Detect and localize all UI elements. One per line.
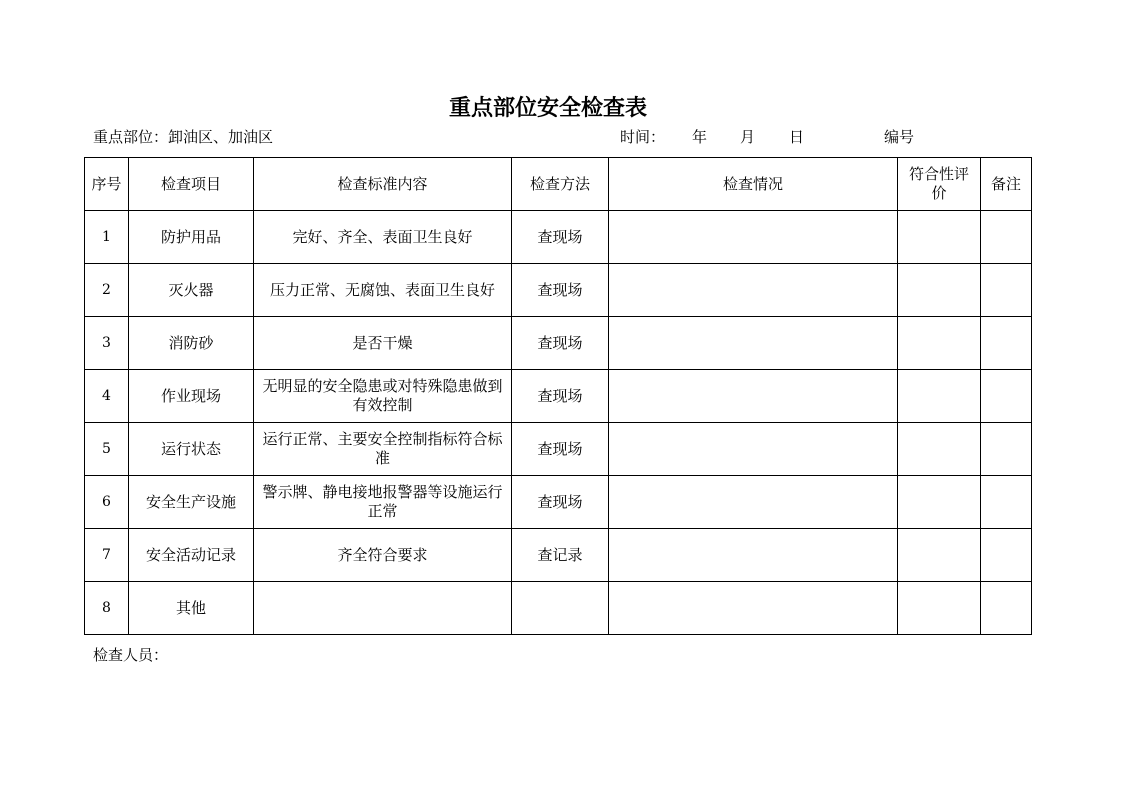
row-seq: 7 bbox=[85, 529, 129, 582]
row-remark[interactable] bbox=[981, 370, 1032, 423]
row-conformity[interactable] bbox=[898, 370, 981, 423]
row-conformity[interactable] bbox=[898, 582, 981, 635]
row-standard: 是否干燥 bbox=[254, 317, 512, 370]
table-row bbox=[85, 211, 1032, 264]
row-item: 安全活动记录 bbox=[129, 529, 254, 582]
row-conformity[interactable] bbox=[898, 476, 981, 529]
row-remark[interactable] bbox=[981, 423, 1032, 476]
row-seq: 1 bbox=[85, 211, 129, 264]
row-method: 查现场 bbox=[512, 211, 609, 264]
row-item: 安全生产设施 bbox=[129, 476, 254, 529]
table-row bbox=[85, 317, 1032, 370]
row-standard: 警示牌、静电接地报警器等设施运行正常 bbox=[254, 476, 512, 529]
day-label: 日 bbox=[789, 128, 805, 146]
header-seq: 序号 bbox=[85, 158, 129, 211]
row-remark[interactable] bbox=[981, 211, 1032, 264]
row-remark[interactable] bbox=[981, 582, 1032, 635]
row-situation[interactable] bbox=[609, 582, 898, 635]
row-method: 查现场 bbox=[512, 476, 609, 529]
header-remark: 备注 bbox=[981, 158, 1032, 211]
page-title: 重点部位安全检查表 bbox=[448, 96, 647, 121]
time-label: 时间： bbox=[620, 128, 666, 146]
year-label: 年 bbox=[692, 128, 708, 146]
row-item: 灭火器 bbox=[129, 264, 254, 317]
table-row bbox=[85, 529, 1032, 582]
table-row bbox=[85, 370, 1032, 423]
row-conformity[interactable] bbox=[898, 423, 981, 476]
row-item: 作业现场 bbox=[129, 370, 254, 423]
row-seq: 4 bbox=[85, 370, 129, 423]
row-item: 运行状态 bbox=[129, 423, 254, 476]
row-seq: 8 bbox=[85, 582, 129, 635]
row-method: 查现场 bbox=[512, 264, 609, 317]
row-seq: 6 bbox=[85, 476, 129, 529]
row-method: 查现场 bbox=[512, 423, 609, 476]
row-method: 查记录 bbox=[512, 529, 609, 582]
inspector-label: 检查人员： bbox=[93, 646, 169, 664]
row-situation[interactable] bbox=[609, 476, 898, 529]
table-header-row bbox=[85, 158, 1032, 211]
row-standard: 齐全符合要求 bbox=[254, 529, 512, 582]
row-seq: 5 bbox=[85, 423, 129, 476]
row-standard: 完好、齐全、表面卫生良好 bbox=[254, 211, 512, 264]
row-standard: 压力正常、无腐蚀、表面卫生良好 bbox=[254, 264, 512, 317]
row-standard: 运行正常、主要安全控制指标符合标准 bbox=[254, 423, 512, 476]
number-label: 编号 bbox=[884, 128, 915, 146]
table-row bbox=[85, 423, 1032, 476]
row-remark[interactable] bbox=[981, 264, 1032, 317]
row-situation[interactable] bbox=[609, 423, 898, 476]
row-standard[interactable] bbox=[254, 582, 512, 635]
table-row bbox=[85, 476, 1032, 529]
table-row bbox=[85, 264, 1032, 317]
row-conformity[interactable] bbox=[898, 529, 981, 582]
row-situation[interactable] bbox=[609, 264, 898, 317]
header-item: 检查项目 bbox=[129, 158, 254, 211]
location-label: 重点部位：卸油区、加油区 bbox=[93, 128, 274, 146]
header-standard: 检查标准内容 bbox=[254, 158, 512, 211]
row-conformity[interactable] bbox=[898, 211, 981, 264]
row-situation[interactable] bbox=[609, 370, 898, 423]
row-method: 查现场 bbox=[512, 317, 609, 370]
row-seq: 2 bbox=[85, 264, 129, 317]
row-remark[interactable] bbox=[981, 529, 1032, 582]
row-item: 消防砂 bbox=[129, 317, 254, 370]
row-standard: 无明显的安全隐患或对特殊隐患做到有效控制 bbox=[254, 370, 512, 423]
row-method[interactable] bbox=[512, 582, 609, 635]
row-conformity[interactable] bbox=[898, 264, 981, 317]
inspection-table bbox=[84, 157, 1032, 635]
header-conformity: 符合性评价 bbox=[898, 158, 981, 211]
row-remark[interactable] bbox=[981, 317, 1032, 370]
header-method: 检查方法 bbox=[512, 158, 609, 211]
row-remark[interactable] bbox=[981, 476, 1032, 529]
month-label: 月 bbox=[740, 128, 756, 146]
row-item: 其他 bbox=[129, 582, 254, 635]
row-seq: 3 bbox=[85, 317, 129, 370]
row-conformity[interactable] bbox=[898, 317, 981, 370]
row-method: 查现场 bbox=[512, 370, 609, 423]
table-row bbox=[85, 582, 1032, 635]
row-situation[interactable] bbox=[609, 211, 898, 264]
header-situation: 检查情况 bbox=[609, 158, 898, 211]
row-situation[interactable] bbox=[609, 529, 898, 582]
row-situation[interactable] bbox=[609, 317, 898, 370]
row-item: 防护用品 bbox=[129, 211, 254, 264]
